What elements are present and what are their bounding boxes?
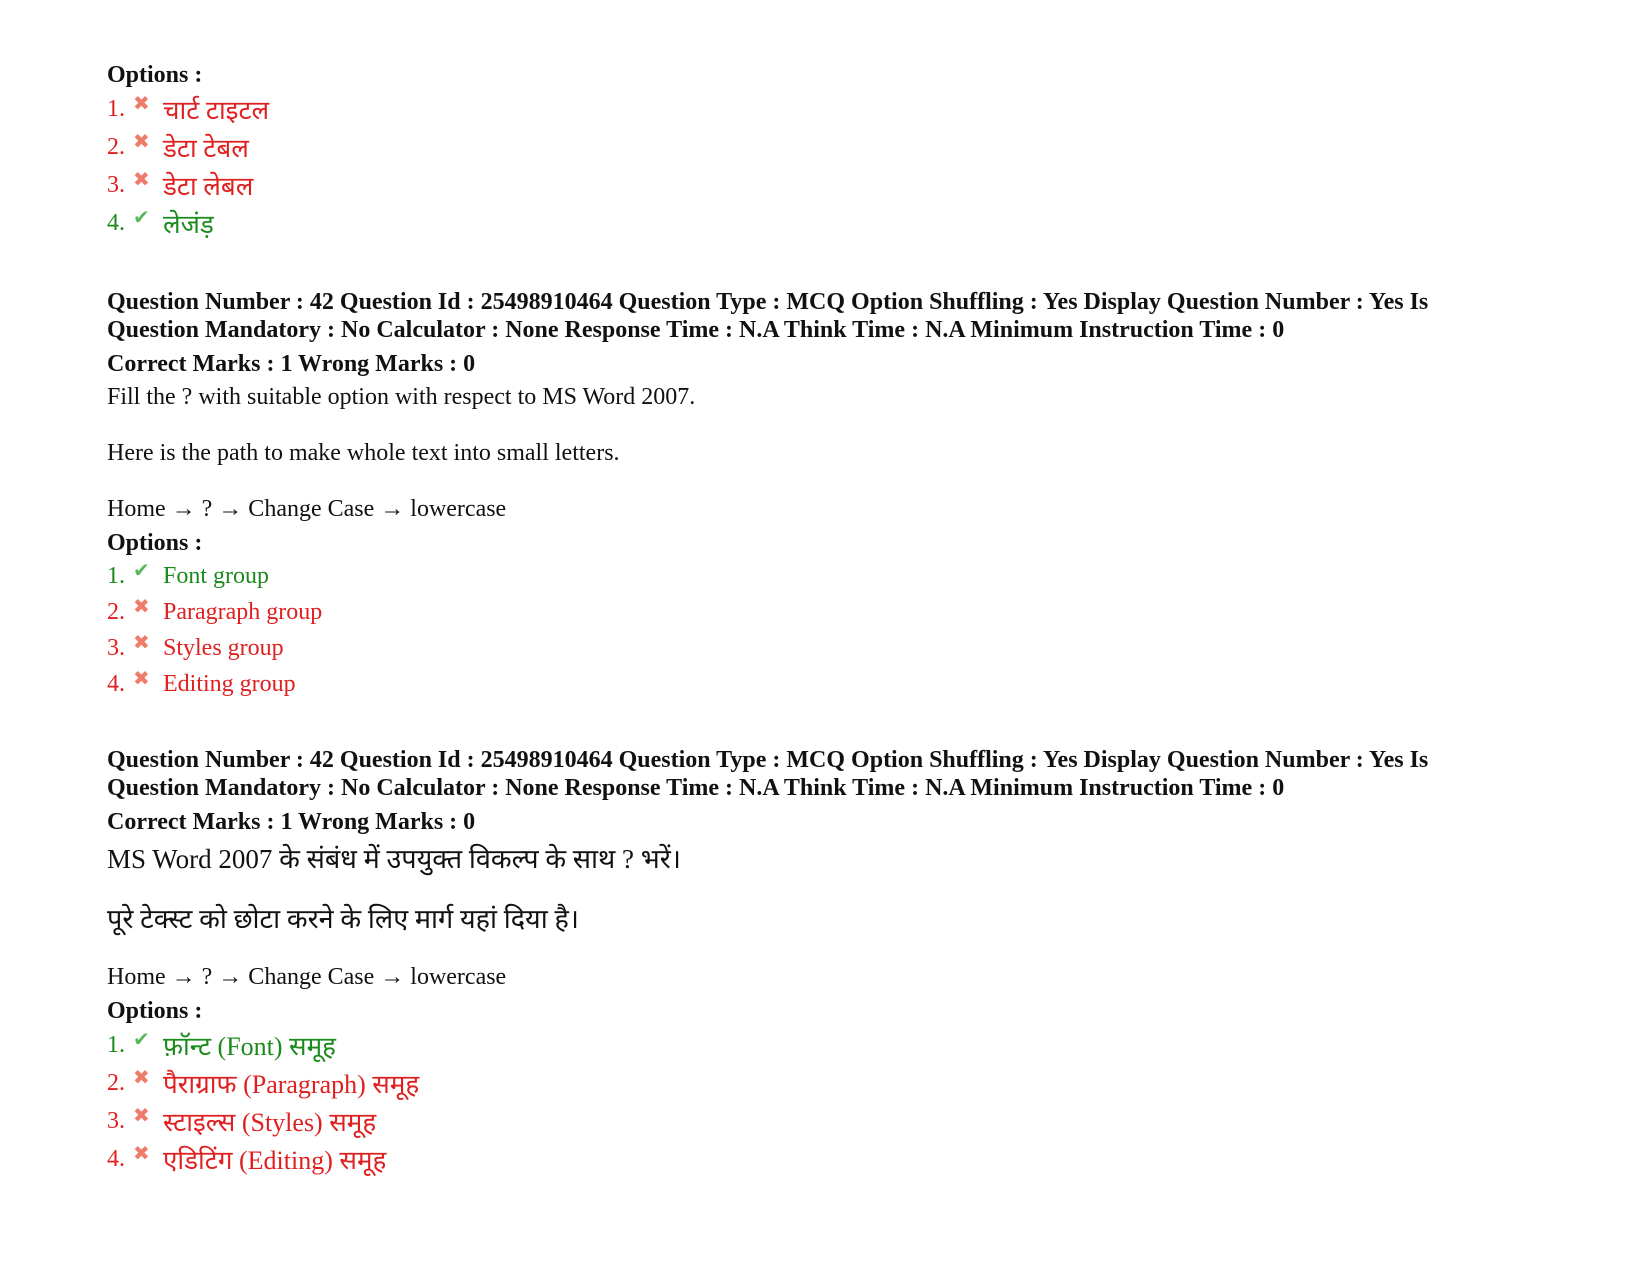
cross-icon: ✖: [133, 667, 150, 690]
option-item: [107, 666, 1547, 702]
option-text: स्टाइल्स (Styles) समूह: [163, 1108, 377, 1137]
cross-icon: ✖: [133, 130, 150, 153]
option-text: चार्ट टाइटल: [163, 96, 270, 125]
cross-icon: ✖: [133, 631, 150, 654]
option-text: फ़ॉन्ट (Font) समूह: [163, 1032, 336, 1061]
options-label: Options :: [107, 530, 203, 556]
check-icon: ✔: [133, 206, 150, 229]
check-icon: ✔: [133, 559, 150, 582]
document-page: [107, 56, 1547, 1178]
option-item: [107, 166, 1547, 204]
question-metadata-line: Question Mandatory : No Calculator : None Response Time : N.A Think Time : N.A Minimum Instruction Time : 0: [107, 317, 1285, 343]
question-path: Home → ? → Change Case → lowercase: [107, 496, 507, 522]
option-text: डेटा टेबल: [163, 134, 249, 163]
option-list: [107, 90, 1547, 242]
marks-info: Correct Marks : 1 Wrong Marks : 0: [107, 809, 476, 835]
option-number: 4.: [107, 670, 125, 697]
option-number: 2.: [107, 598, 125, 625]
option-text: लेजंड़: [163, 210, 214, 239]
option-item: [107, 204, 1547, 242]
option-text: एडिटिंग (Editing) समूह: [163, 1146, 387, 1175]
option-item: [107, 1140, 1547, 1178]
question-text: MS Word 2007 के संबंध में उपयुक्त विकल्प के साथ ? भरें।: [107, 844, 682, 874]
option-item: [107, 1064, 1547, 1102]
question-metadata-line: Question Mandatory : No Calculator : None Response Time : N.A Think Time : N.A Minimum Instruction Time : 0: [107, 775, 1285, 801]
option-text: पैराग्राफ (Paragraph) समूह: [163, 1070, 420, 1099]
question-text: Here is the path to make whole text into small letters.: [107, 440, 620, 466]
option-text: Editing group: [163, 670, 296, 697]
question-metadata: [107, 746, 1527, 802]
option-number: 1.: [107, 95, 125, 122]
question-path: Home → ? → Change Case → lowercase: [107, 964, 507, 990]
option-item: [107, 558, 1547, 594]
question-metadata-line: Question Number : 42 Question Id : 25498910464 Question Type : MCQ Option Shuffling : Yes Display Question Number : Yes Is: [107, 747, 1429, 773]
option-item: [107, 1102, 1547, 1140]
check-icon: ✔: [133, 1028, 150, 1051]
option-number: 1.: [107, 1031, 125, 1058]
option-item: [107, 630, 1547, 666]
options-label: Options :: [107, 62, 203, 88]
option-number: 4.: [107, 1145, 125, 1172]
cross-icon: ✖: [133, 595, 150, 618]
option-number: 4.: [107, 209, 125, 236]
option-number: 3.: [107, 634, 125, 661]
option-text: डेटा लेबल: [163, 172, 254, 201]
option-number: 3.: [107, 171, 125, 198]
option-number: 2.: [107, 1069, 125, 1096]
question-metadata: [107, 288, 1527, 344]
question-text: Fill the ? with suitable option with respect to MS Word 2007.: [107, 384, 696, 410]
question-metadata-line: Question Number : 42 Question Id : 25498910464 Question Type : MCQ Option Shuffling : Yes Display Question Number : Yes Is: [107, 289, 1429, 315]
option-text: Paragraph group: [163, 598, 323, 625]
option-item: [107, 90, 1547, 128]
options-label: Options :: [107, 998, 203, 1024]
option-number: 2.: [107, 133, 125, 160]
cross-icon: ✖: [133, 168, 150, 191]
question-text: पूरे टेक्स्ट को छोटा करने के लिए मार्ग यहां दिया है।: [107, 904, 580, 934]
option-number: 1.: [107, 562, 125, 589]
option-list: [107, 1026, 1547, 1178]
option-item: [107, 594, 1547, 630]
cross-icon: ✖: [133, 1142, 150, 1165]
option-item: [107, 128, 1547, 166]
cross-icon: ✖: [133, 1104, 150, 1127]
option-list: [107, 558, 1547, 702]
cross-icon: ✖: [133, 92, 150, 115]
marks-info: Correct Marks : 1 Wrong Marks : 0: [107, 351, 476, 377]
option-number: 3.: [107, 1107, 125, 1134]
cross-icon: ✖: [133, 1066, 150, 1089]
option-item: [107, 1026, 1547, 1064]
option-text: Styles group: [163, 634, 284, 661]
option-text: Font group: [163, 562, 270, 589]
